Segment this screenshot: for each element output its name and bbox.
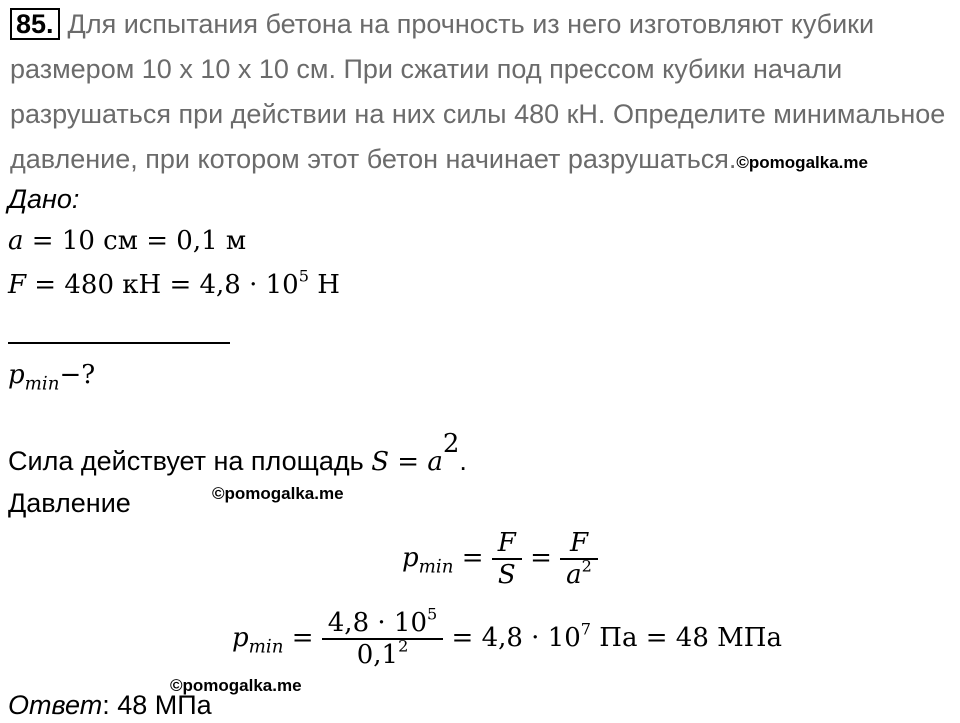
formula-calculation: $p_{min}$ = $\frac{4,8 \cdot 10^5}{0,1^2}$ = $4,8 \cdot 10^7$ Па = 48 МПа <box>232 604 782 670</box>
given-f: F = 480 кН = $4,8 \cdot 10^5$ Н <box>8 266 340 300</box>
given-heading: Дано: <box>8 184 80 214</box>
given-a: a = 10 см = 0,1 м <box>8 226 247 256</box>
solution-text-1: Сила действует на площадь $S = a^2$. <box>8 429 467 478</box>
formula-pressure: $p_{min}$ = $\frac{F}{S}$ = $\frac{F}{a^2}$ <box>402 528 598 590</box>
watermark: ©pomogalka.me <box>736 153 868 172</box>
fraction-f-over-s: $\frac{F}{S}$ <box>492 528 522 590</box>
problem-line-4: давление, при котором этот бетон начинает разрушаться.©pomogalka.me <box>10 144 868 174</box>
solution-text-2: Давление <box>8 488 131 518</box>
answer-label: Ответ <box>8 690 103 720</box>
watermark: ©pomogalka.me <box>170 676 302 695</box>
fraction-f-over-a2: $\frac{F}{a^2}$ <box>560 528 598 590</box>
fraction-values: $\frac{4,8 \cdot 10^5}{0,1^2}$ <box>322 608 443 670</box>
problem-line-3: разрушаться при действии на них силы 480 кН. Определите минимальное <box>10 99 946 129</box>
problem-statement <box>10 2 945 185</box>
answer <box>8 690 212 721</box>
answer-value: : 48 МПа <box>102 690 212 720</box>
watermark: ©pomogalka.me <box>212 484 344 503</box>
problem-line-2: размером 10 х 10 х 10 см. При сжатии под прессом кубики начали <box>10 54 843 84</box>
problem-number: 85. <box>10 8 60 40</box>
given-find: $p_{min}-$? <box>8 360 96 395</box>
problem-line-1: 85. Для испытания бетона на прочность из него изготовляют кубики <box>10 2 945 47</box>
given-divider <box>8 342 230 344</box>
